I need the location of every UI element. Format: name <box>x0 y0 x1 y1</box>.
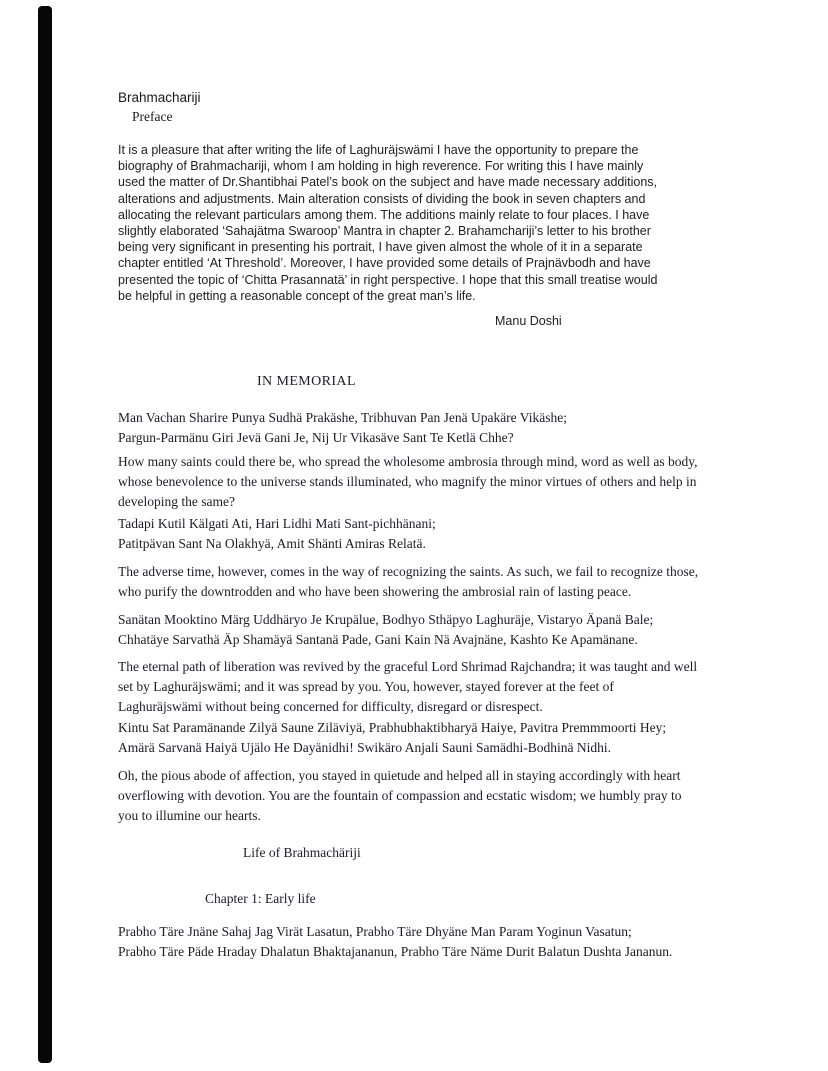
memorial-translation-4 <box>118 766 682 826</box>
memorial-verse-2 <box>118 514 436 554</box>
text-line: alterations and adjustments. Main alteration consists of dividing the book in seven chapters and <box>118 191 646 206</box>
text-line: The adverse time, however, comes in the way of recognizing the saints. As such, we fail to recognize those, <box>118 564 699 579</box>
text-line: presented the topic of ‘Chitta Prasannatä’ in right perspective. I hope that this small treatise would <box>118 272 658 287</box>
text-line: you to illumine our hearts. <box>118 808 261 823</box>
text-line: be helpful in getting a reasonable concept of the great man’s life. <box>118 288 476 303</box>
text-line: Man Vachan Sharire Punya Sudhä Prakäshe, Tribhuvan Pan Jenä Upakäre Vikäshe; <box>118 410 567 425</box>
text-line: Patitpävan Sant Na Olakhyä, Amit Shänti Amiras Relatä. <box>118 536 426 551</box>
memorial-heading: IN MEMORIAL <box>257 374 356 389</box>
preface-heading: Preface <box>132 109 173 124</box>
chapter-heading: Chapter 1: Early life <box>205 891 316 906</box>
text-line: developing the same? <box>118 494 235 509</box>
text-line: Sanätan Mooktino Märg Uddhäryo Je Krupälue, Bodhyo Sthäpyo Laghuräje, Vistaryo Äpanä Bale; <box>118 612 654 627</box>
text-line: Pargun-Parmänu Giri Jevä Gani Je, Nij Ur Vikasäve Sant Te Ketlä Chhe? <box>118 430 514 445</box>
text-line: Oh, the pious abode of affection, you stayed in quietude and helped all in staying accordingly with heart <box>118 768 681 783</box>
preface-paragraph <box>118 142 657 304</box>
text-line: Prabho Täre Päde Hraday Dhalatun Bhaktajananun, Prabho Täre Näme Durit Balatun Dushta Jananun. <box>118 944 673 959</box>
text-line: being very significant in presenting his portrait, I have given almost the whole of it in a separate <box>118 240 643 255</box>
text-line: whose benevolence to the universe stands illuminated, who magnify the minor virtues of others and help in <box>118 474 697 489</box>
text-line: Tadapi Kutil Kälgati Ati, Hari Lidhi Mati Sant-pichhänani; <box>118 516 436 531</box>
text-line: How many saints could there be, who spread the wholesome ambrosia through mind, word as well as body, <box>118 454 698 469</box>
text-line: It is a pleasure that after writing the life of Laghuräjswämi I have the opportunity to prepare the <box>118 143 639 157</box>
memorial-verse-3 <box>118 610 653 650</box>
text-line: used the matter of Dr.Shantibhai Patel’s book on the subject and have made necessary additions, <box>118 175 657 190</box>
text-line: overflowing with devotion. You are the fountain of compassion and ecstatic wisdom; we humbly pray to <box>118 788 682 803</box>
text-line: who purify the downtrodden and who have been showering the ambrosial rain of lasting peace. <box>118 584 632 599</box>
scan-edge-artifact <box>38 6 52 1063</box>
text-line: chapter entitled ‘At Threshold’. Moreover, I have provided some details of Prajnävbodh and have <box>118 256 651 271</box>
memorial-translation-1 <box>118 452 698 512</box>
memorial-verse-1 <box>118 408 567 448</box>
text-line: Prabho Täre Jnäne Sahaj Jag Virät Lasatun, Prabho Täre Dhyäne Man Param Yoginun Vasatun; <box>118 924 632 939</box>
text-line: Amärä Sarvanä Haiyä Ujälo He Dayänidhi! Swikäro Anjali Sauni Samädhi-Bodhinä Nidhi. <box>118 740 612 755</box>
text-line: Kintu Sat Paramänande Zilyä Saune Ziläviyä, Prabhubhaktibharyä Haiye, Pavitra Premmmoorti Hey; <box>118 720 667 735</box>
memorial-translation-2 <box>118 562 698 602</box>
author-signature: Manu Doshi <box>495 314 562 328</box>
memorial-verse-4 <box>118 718 666 758</box>
life-heading: Life of Brahmachäriji <box>243 845 361 860</box>
text-line: Chhatäye Sarvathä Äp Shamäyä Santanä Pade, Gani Kain Nä Avajnäne, Kashto Ke Apamänane. <box>118 632 638 647</box>
chapter-opening-verse <box>118 922 672 962</box>
text-line: slightly elaborated ‘Sahajätma Swaroop’ Mantra in chapter 2. Brahamchariji’s letter to his brother <box>118 224 651 239</box>
text-line: The eternal path of liberation was revived by the graceful Lord Shrimad Rajchandra; it was taught and well <box>118 659 698 674</box>
text-line: allocating the relevant particulars among them. The additions mainly relate to four places. I have <box>118 207 650 222</box>
text-line: biography of Brahmachariji, whom I am holding in high reverence. For writing this I have mainly <box>118 159 644 174</box>
memorial-translation-3 <box>118 657 697 717</box>
text-line: Laghuräjswämi without being concerned for difficulty, disregard or disrespect. <box>118 699 543 714</box>
document-title: Brahmachariji <box>118 90 201 105</box>
text-line: set by Laghuräjswämi; and it was spread by you. You, however, stayed forever at the feet of <box>118 679 614 694</box>
